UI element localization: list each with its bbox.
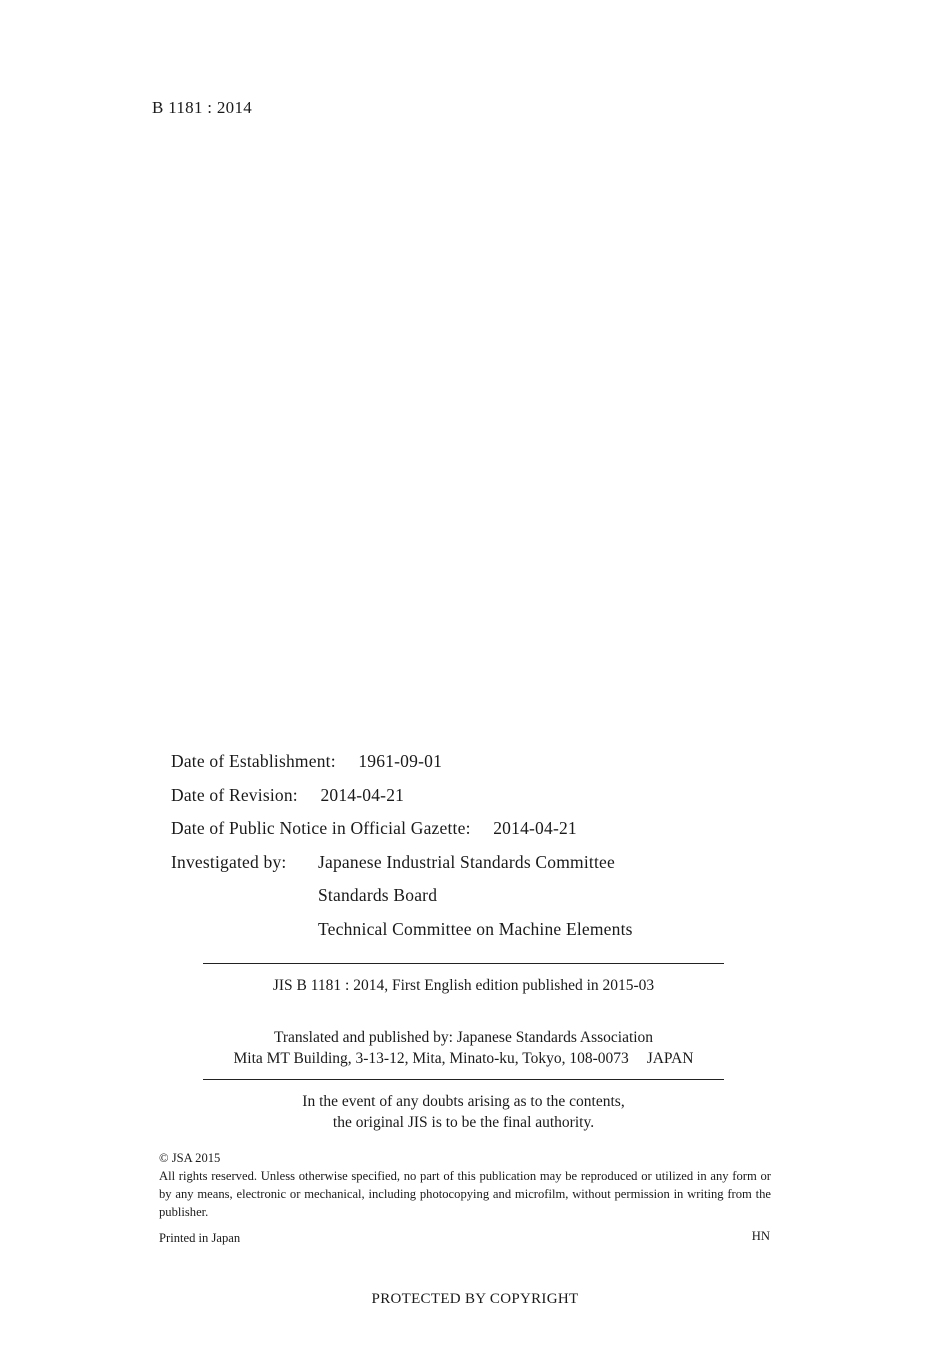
revision-value: 2014-04-21 xyxy=(320,785,405,805)
establishment-label: Date of Establishment: xyxy=(171,751,336,771)
document-number: B 1181 : 2014 xyxy=(152,98,253,117)
printed-in: Printed in Japan xyxy=(159,1231,241,1245)
investigated-label: Investigated by: xyxy=(171,852,287,872)
public-notice-label: Date of Public Notice in Official Gazette: xyxy=(171,818,471,838)
establishment-row xyxy=(171,751,442,772)
doubts-line-2: the original JIS is to be the final authority. xyxy=(332,1114,595,1131)
publisher-line: Translated and published by: Japanese Standards Association xyxy=(273,1029,654,1046)
establishment-value: 1961-09-01 xyxy=(358,751,443,771)
doubts-line-1: In the event of any doubts arising as to the contents, xyxy=(302,1093,625,1110)
public-notice-row xyxy=(171,818,577,839)
public-notice-value: 2014-04-21 xyxy=(493,818,577,838)
country-text: JAPAN xyxy=(646,1050,694,1067)
address-text: Mita MT Building, 3-13-12, Mita, Minato-ku, Tokyo, 108-0073 xyxy=(233,1050,629,1067)
address-row xyxy=(203,1050,724,1068)
code-label: HN xyxy=(751,1229,770,1243)
revision-row xyxy=(171,785,404,806)
rights-paragraph: All rights reserved. Unless otherwise specified, no part of this publication may be reproduced or utilized in any form or by any means, electronic or mechanical, including photocopying and microfilm, without permission in writing from the publisher. xyxy=(159,1169,771,1219)
divider-top xyxy=(203,963,724,964)
protected-by-copyright: PROTECTED BY COPYRIGHT xyxy=(371,1291,579,1307)
investigated-line-3: Technical Committee on Machine Elements xyxy=(318,919,633,939)
edition-line: JIS B 1181 : 2014, First English edition published in 2015-03 xyxy=(272,977,655,994)
divider-bottom xyxy=(203,1079,724,1080)
copyright-line: © JSA 2015 xyxy=(159,1151,221,1165)
revision-label: Date of Revision: xyxy=(171,785,298,805)
investigated-line-2: Standards Board xyxy=(318,885,438,905)
investigated-line-1: Japanese Industrial Standards Committee xyxy=(318,852,615,872)
